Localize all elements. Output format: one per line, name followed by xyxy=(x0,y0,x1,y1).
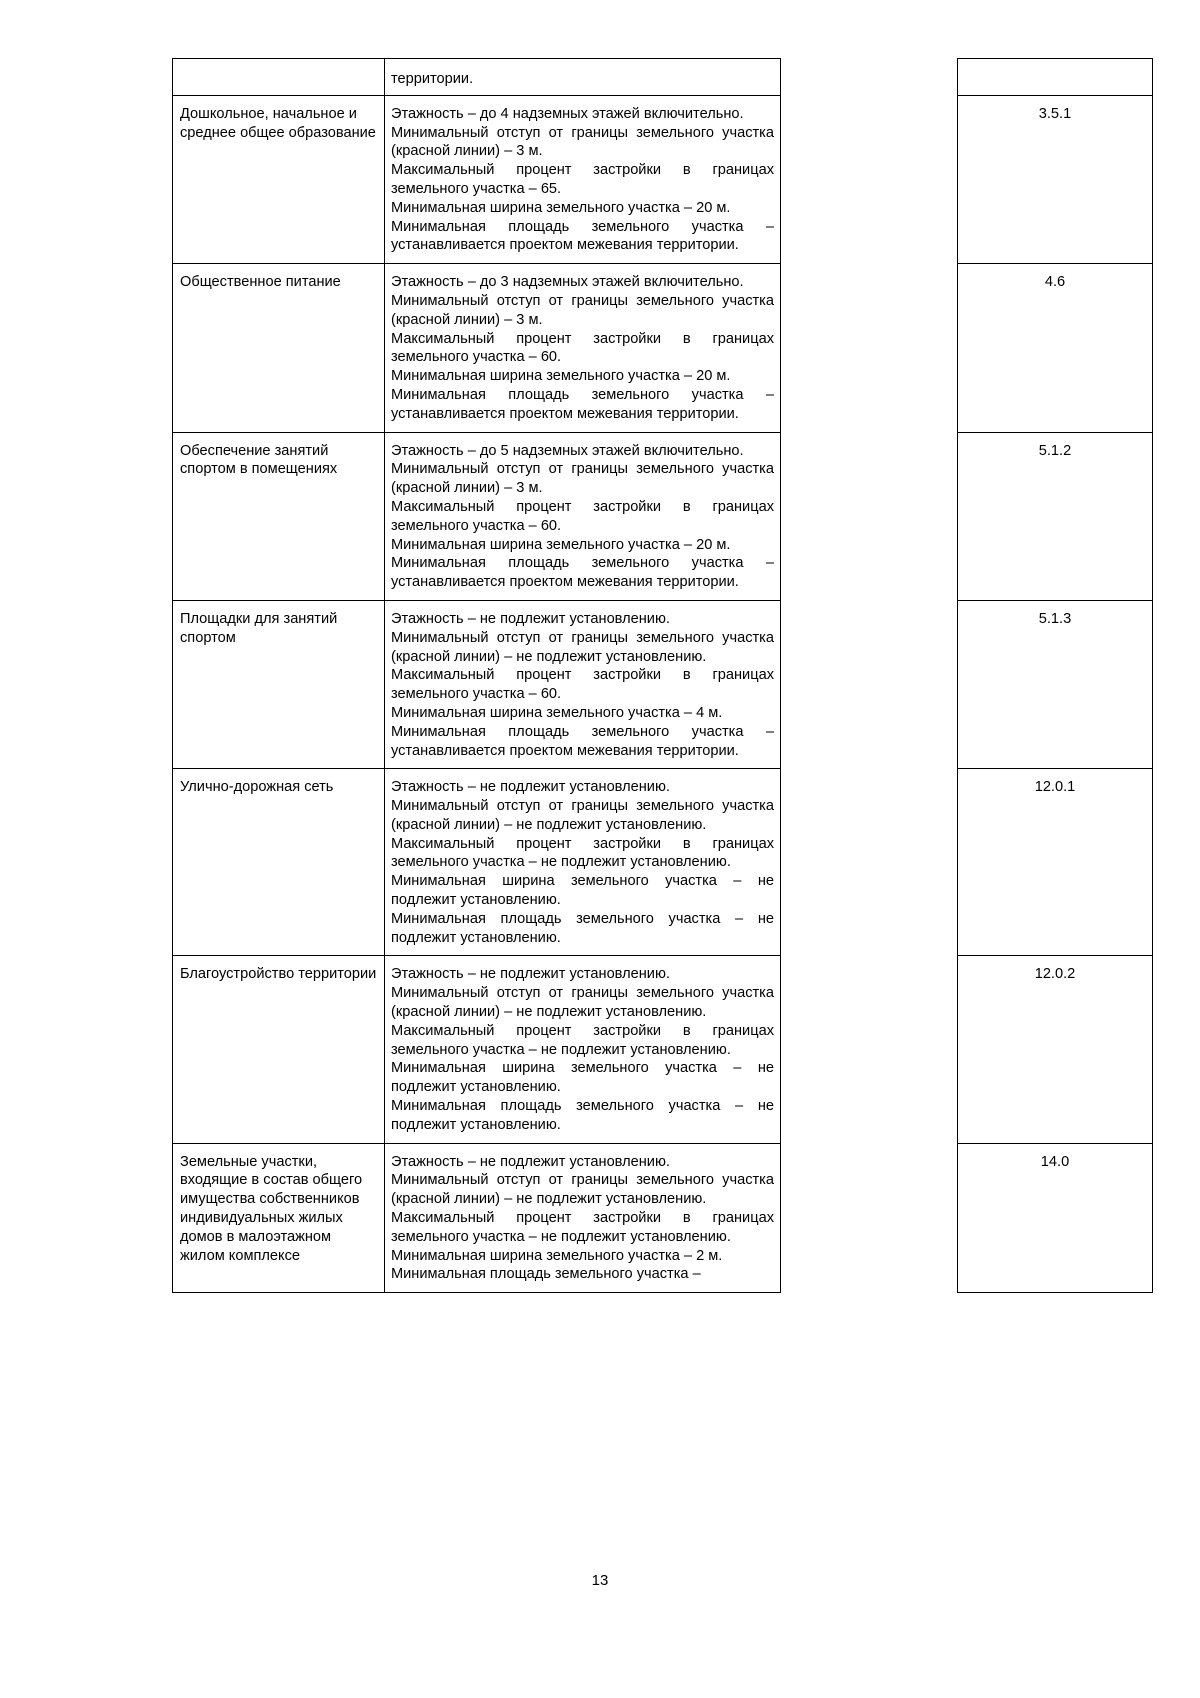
cell-use-name xyxy=(173,59,385,96)
cell-code: 12.0.1 xyxy=(958,769,1153,956)
cell-restrictions xyxy=(781,59,958,1293)
parameter-line: Минимальная площадь земельного участка – не подлежит установлению. xyxy=(391,1098,774,1133)
cell-parameters xyxy=(385,264,781,432)
cell-code: 4.6 xyxy=(958,264,1153,432)
table-body xyxy=(173,59,1153,1293)
zoning-table xyxy=(172,58,1153,1293)
parameter-line: Минимальный отступ от границы земельного участка (красной линии) – 3 м. xyxy=(391,292,774,328)
cell-use-name: Земельные участки, входящие в состав общего имущества собственников индивидуальных жилых домов в малоэтажном жилом комплексе xyxy=(173,1143,385,1293)
parameter-line: Минимальный отступ от границы земельного участка (красной линии) – не подлежит установлению. xyxy=(391,985,774,1021)
parameter-line: Максимальный процент застройки в границах земельного участка – 60. xyxy=(391,667,774,703)
parameter-line: Этажность – до 3 надземных этажей включительно. xyxy=(391,274,744,291)
parameter-line: Минимальная площадь земельного участка – не подлежит установлению. xyxy=(391,910,774,946)
cell-code xyxy=(958,59,1153,96)
table-row xyxy=(173,600,1153,768)
parameter-line: Минимальная площадь земельного участка – xyxy=(391,1266,701,1283)
parameter-line: Минимальная площадь земельного участка – устанавливается проектом межевания территории. xyxy=(391,218,774,254)
parameter-line: Минимальная ширина земельного участка – 20 м. xyxy=(391,199,731,216)
cell-parameters xyxy=(385,769,781,956)
parameter-line: Этажность – не подлежит установлению. xyxy=(391,779,670,796)
parameter-line: Максимальный процент застройки в границах земельного участка – 65. xyxy=(391,162,774,197)
parameter-line: Минимальный отступ от границы земельного участка (красной линии) – не подлежит установлению. xyxy=(391,798,774,833)
parameter-line: Минимальная площадь земельного участка – устанавливается проектом межевания территории. xyxy=(391,723,774,759)
table-row-continuation xyxy=(173,59,1153,96)
cell-parameters xyxy=(385,95,781,263)
parameter-line: Этажность – не подлежит установлению. xyxy=(391,966,670,983)
parameter-line: Минимальная площадь земельного участка – устанавливается проектом межевания территории. xyxy=(391,386,774,422)
cell-parameters xyxy=(385,432,781,600)
parameter-line: Минимальная ширина земельного участка – 2 м. xyxy=(391,1247,723,1264)
parameter-line: Минимальный отступ от границы земельного участка (красной линии) – 3 м. xyxy=(391,461,774,497)
parameter-line: Минимальный отступ от границы земельного участка (красной линии) – не подлежит установлению. xyxy=(391,629,774,665)
parameter-line: Этажность – до 5 надземных этажей включительно. xyxy=(391,442,744,459)
table-row xyxy=(173,1143,1153,1293)
table-row xyxy=(173,95,1153,263)
parameter-line: Минимальная площадь земельного участка – устанавливается проектом межевания территории. xyxy=(391,555,774,591)
parameter-line: Минимальная ширина земельного участка – 20 м. xyxy=(391,536,731,553)
parameter-line: Минимальная ширина земельного участка – не подлежит установлению. xyxy=(391,1060,774,1096)
cell-code: 3.5.1 xyxy=(958,95,1153,263)
parameter-line: Этажность – не подлежит установлению. xyxy=(391,1153,670,1170)
parameter-line: Минимальная ширина земельного участка – 20 м. xyxy=(391,368,731,385)
cell-use-name: Улично-дорожная сеть xyxy=(173,769,385,956)
cell-use-name: Дошкольное, начальное и среднее общее образование xyxy=(173,95,385,263)
cell-code: 14.0 xyxy=(958,1143,1153,1293)
parameter-line: Этажность – не подлежит установлению. xyxy=(391,610,670,627)
parameter-line: Минимальный отступ от границы земельного участка (красной линии) – 3 м. xyxy=(391,124,774,160)
page-number: 13 xyxy=(591,1572,609,1589)
table-row xyxy=(173,264,1153,432)
table-row xyxy=(173,769,1153,956)
table-row xyxy=(173,956,1153,1143)
parameter-line: Минимальный отступ от границы земельного участка (красной линии) – не подлежит установлению. xyxy=(391,1172,774,1208)
parameter-line: Максимальный процент застройки в границах земельного участка – 60. xyxy=(391,330,774,366)
parameter-line: Максимальный процент застройки в границах земельного участка – не подлежит установлению. xyxy=(391,1022,774,1058)
cell-code: 12.0.2 xyxy=(958,956,1153,1143)
cell-code: 5.1.3 xyxy=(958,600,1153,768)
parameter-line: Максимальный процент застройки в границах земельного участка – 60. xyxy=(391,498,774,534)
cell-code: 5.1.2 xyxy=(958,432,1153,600)
cell-use-name: Площадки для занятий спортом xyxy=(173,600,385,768)
cell-parameters xyxy=(385,956,781,1143)
cell-use-name: Общественное питание xyxy=(173,264,385,432)
parameter-line: Минимальная ширина земельного участка – 4 м. xyxy=(391,704,723,721)
cell-parameters: территории. xyxy=(385,59,781,96)
cell-parameters xyxy=(385,600,781,768)
cell-use-name: Благоустройство территории xyxy=(173,956,385,1143)
parameter-line: Минимальная ширина земельного участка – не подлежит установлению. xyxy=(391,873,774,909)
cell-parameters xyxy=(385,1143,781,1293)
parameter-line: Этажность – до 4 надземных этажей включительно. xyxy=(391,105,744,122)
cell-use-name: Обеспечение занятий спортом в помещениях xyxy=(173,432,385,600)
parameter-line: Максимальный процент застройки в границах земельного участка – не подлежит установлению. xyxy=(391,835,774,871)
parameter-line: Максимальный процент застройки в границах земельного участка – не подлежит установлению. xyxy=(391,1210,774,1245)
table-row xyxy=(173,432,1153,600)
